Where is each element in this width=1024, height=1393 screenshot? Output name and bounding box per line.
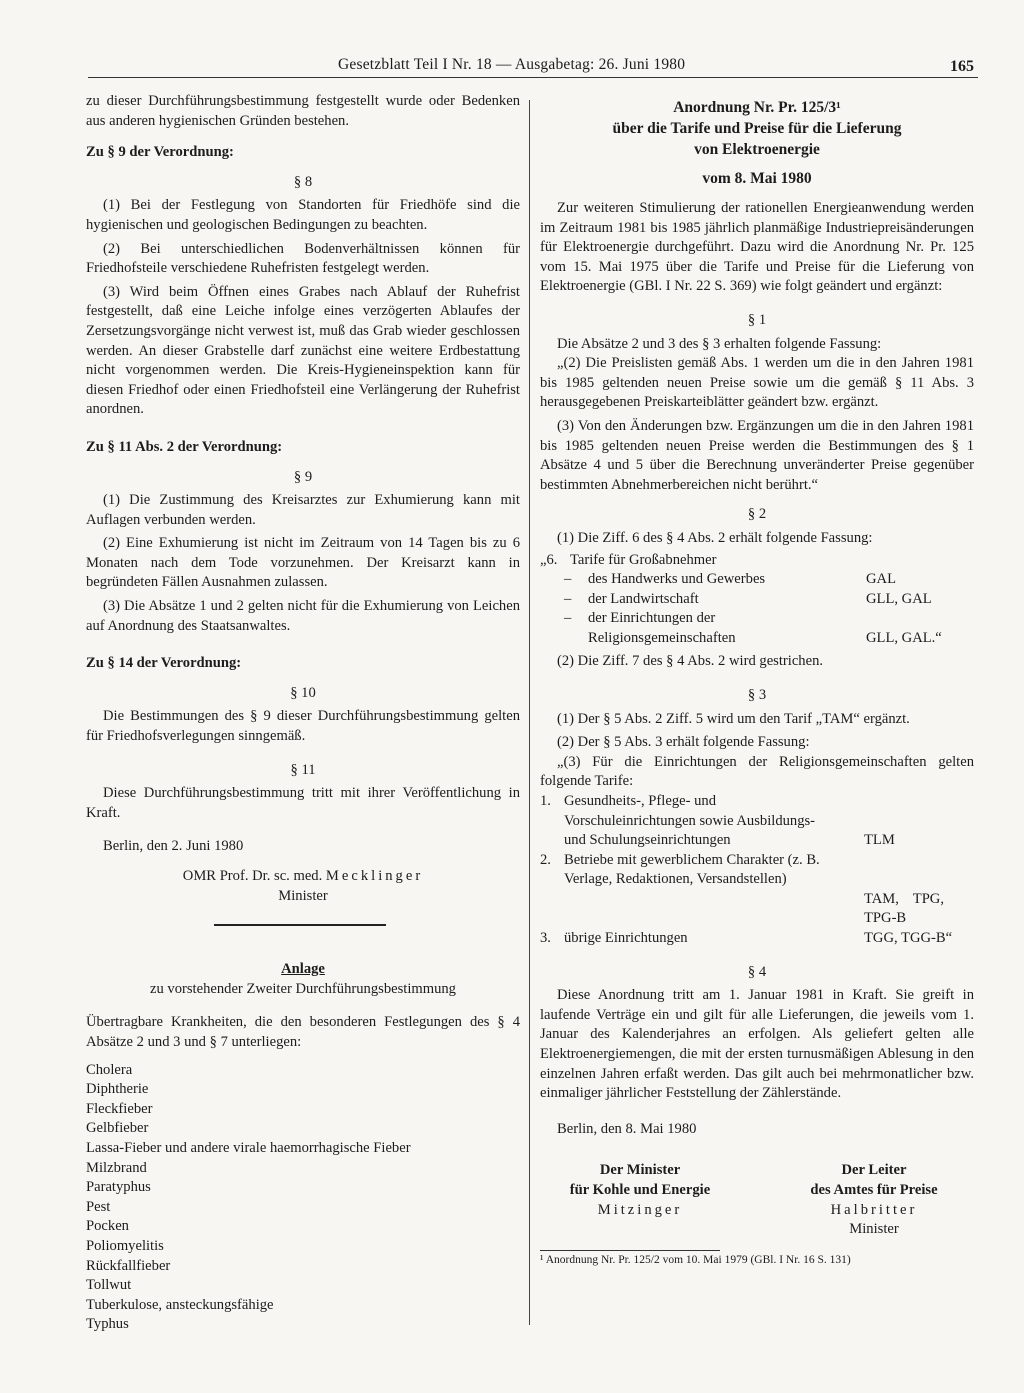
signatory-title: OMR Prof. Dr. sc. med. — [182, 868, 323, 884]
list-item — [564, 570, 974, 590]
list-item: Paratyphus — [86, 1179, 151, 1196]
ordinance-intro: Zur weiteren Stimulierung der rationellen Energieanwendung werden im Zeitraum 1981 bis 1985 jährlich planmäßige Industriepreisänderungen für Elektroenergie durchgeführt. Dazu wird die Anordnung Nr. Pr. 125 vom 15. Mai 1975 über die Tarife und Preise für die Lieferung von Elektroenergie (GBl. I Nr. 22 S. 369) wie folgt geändert und ergänzt: — [540, 200, 974, 295]
dash-marker: – — [564, 610, 572, 627]
item-number: 1. — [540, 793, 551, 810]
item-text: Gesundheits-, Pflege- und Vorschuleinrichtungen sowie Ausbildungs- und Schulungseinrichtungen — [564, 793, 816, 849]
section-11-para-1: Diese Durchführungsbestimmung tritt mit ihrer Veröffentlichung in Kraft. — [86, 785, 520, 821]
list-item — [540, 929, 974, 949]
sig2-name: Halbritter — [830, 1201, 918, 1218]
list-item: Lassa-Fieber und andere virale haemorrhagische Fieber — [86, 1139, 411, 1156]
tariff-list — [540, 570, 974, 648]
tariff-heading-number: „6. — [540, 551, 558, 568]
section-10-title: § 10 — [290, 684, 316, 701]
annex-title: Anlage — [281, 961, 325, 978]
item-text: Betriebe mit gewerblichem Charakter (z. B. Verlage, Redaktionen, Versandstellen) — [564, 851, 820, 888]
tariff-item-text: der Landwirtschaft — [588, 590, 699, 607]
section-11-title: § 11 — [290, 761, 316, 778]
tariff-heading-text: Tarife für Großabnehmer — [570, 551, 717, 568]
signing-date-right: Berlin, den 8. Mai 1980 — [557, 1120, 697, 1137]
section-2-para-1: (1) Die Ziff. 6 des § 4 Abs. 2 erhält folgende Fassung: — [557, 529, 873, 546]
section-1-title: § 1 — [747, 311, 767, 328]
section-2-para-2: (2) Die Ziff. 7 des § 4 Abs. 2 wird gestrichen. — [557, 653, 824, 670]
section-1-para-2: „(2) Die Preislisten gemäß Abs. 1 werden um die in den Jahren 1981 bis 1985 geltenden neuen Preise sowie um die gemäß § 11 Abs. 3 herausgegebenen Preiskarteiblätter geändert bzw. ergänzt. — [540, 355, 974, 411]
dash-marker: – — [564, 590, 572, 607]
list-item — [564, 590, 974, 610]
list-item: Fleckfieber — [86, 1100, 153, 1117]
ordinance-title-3: von Elektroenergie — [694, 141, 820, 158]
section-1-intro: Die Absätze 2 und 3 des § 3 erhalten folgende Fassung: — [557, 335, 882, 352]
tariff-heading — [540, 551, 974, 571]
page-number: 165 — [950, 58, 974, 75]
section-1-para-3: (3) Von den Änderungen bzw. Ergänzungen um die in den Jahren 1981 bis 1985 geltenden neuen Preise werden die Bestimmungen des § 1 Absätze 4 und 5 über die Berechnung unveränderter Preise gegenüber bestimmten Abnehmerbereichen nicht berührt.“ — [540, 417, 974, 493]
right-column — [540, 97, 974, 1268]
list-item: Poliomyelitis — [86, 1237, 164, 1254]
header-rule — [88, 77, 978, 78]
sig1-name: Mitzinger — [597, 1201, 683, 1218]
section-8-para-3: (3) Wird beim Öffnen eines Grabes nach Ablauf der Ruhefrist festgestellt, daß eine Leiche infolge eines verzögerten Ablaufes der Zersetzungsvorgänge nicht verwest ist, muß das Grab wieder geschlossen werden. An dieser Grabstelle darf zunächst eine weitere Erdbestattung nicht vorgenommen werden. Die Kreis-Hygieneinspektion kann für diesen Friedhof oder einen Friedhofsteil eine Verlängerung der Ruhefrist anordnen. — [86, 283, 520, 418]
list-item: Pest — [86, 1198, 111, 1215]
section-9-para-1: (1) Die Zustimmung des Kreisarztes zur Exhumierung kann mit Auflagen verbunden werden. — [86, 492, 520, 528]
list-item — [540, 851, 974, 929]
section-9-title: § 9 — [293, 468, 313, 485]
section-3-para-2: (2) Der § 5 Abs. 3 erhält folgende Fassung: — [557, 734, 810, 751]
section-2-title: § 2 — [747, 506, 767, 523]
list-item — [564, 609, 974, 648]
tariff-item-text: des Handwerks und Gewerbes — [588, 571, 766, 588]
section-8-title: § 8 — [293, 173, 313, 190]
section-8-para-1: (1) Bei der Festlegung von Standorten für Friedhöfe sind die hygienischen und geologischen Bedingungen zu beachten. — [86, 197, 520, 233]
signing-date: Berlin, den 2. Juni 1980 — [103, 838, 244, 855]
section-3-para-3: „(3) Für die Einrichtungen der Religionsgemeinschaften gelten folgende Tarife: — [540, 753, 974, 790]
list-item: Gelbfieber — [86, 1120, 149, 1137]
section-8-para-2: (2) Bei unterschiedlichen Bodenverhältnissen können für Friedhofsteile verschiedene Ruhefristen festgelegt werden. — [86, 240, 520, 277]
sig2-line-2: des Amtes für Preise — [810, 1181, 938, 1198]
item-number: 2. — [540, 851, 551, 868]
column-divider — [529, 100, 530, 1325]
list-item: Pocken — [86, 1218, 129, 1235]
signatory-line — [86, 867, 520, 887]
signature-block — [540, 1161, 974, 1239]
signatory-name: Mecklinger — [325, 868, 424, 884]
header-title: Gesetzblatt Teil I Nr. 18 — Ausgabetag: 26. Juni 1980 — [338, 56, 686, 73]
heading-par11: Zu § 11 Abs. 2 der Verordnung: — [86, 438, 283, 455]
section-10-para-1: Die Bestimmungen des § 9 dieser Durchführungsbestimmung gelten für Friedhofsverlegungen sinngemäß. — [86, 708, 520, 745]
section-9-para-3: (3) Die Absätze 1 und 2 gelten nicht für die Exhumierung von Leichen auf Anordnung des Staatsanwaltes. — [86, 598, 520, 634]
annex-intro: Übertragbare Krankheiten, die den besonderen Festlegungen des § 4 Absätze 2 und 3 und § 7 unterliegen: — [86, 1014, 520, 1050]
footnote: ¹ Anordnung Nr. Pr. 125/2 vom 10. Mai 1979 (GBl. I Nr. 16 S. 131) — [540, 1253, 851, 1266]
item-code: TLM — [864, 832, 895, 849]
tariff-item-code: GAL — [866, 571, 896, 588]
sig1-line-2: für Kohle und Energie — [569, 1181, 711, 1198]
item-code: TAM, TPG, TPG-B — [864, 890, 944, 927]
list-item — [540, 792, 974, 851]
separator-rule — [214, 924, 386, 926]
item-text: übrige Einrichtungen — [564, 930, 688, 946]
signature-minister-energy — [540, 1161, 740, 1239]
tariff-numbered-list — [540, 792, 974, 949]
signatory-role: Minister — [278, 887, 328, 904]
footnote-rule — [540, 1250, 720, 1251]
item-number: 3. — [540, 930, 551, 946]
heading-par14: Zu § 14 der Verordnung: — [86, 655, 242, 672]
section-3-para-1: (1) Der § 5 Abs. 2 Ziff. 5 wird um den Tarif „TAM“ ergänzt. — [557, 710, 910, 727]
list-item: Milzbrand — [86, 1159, 147, 1176]
signature-price-office — [774, 1161, 974, 1239]
page-header — [88, 56, 978, 80]
list-item: Tollwut — [86, 1277, 132, 1294]
tariff-item-text: der Einrichtungen der Religionsgemeinschaften — [588, 610, 736, 646]
list-item: Cholera — [86, 1061, 133, 1078]
ordinance-title-1: Anordnung Nr. Pr. 125/3¹ — [673, 99, 841, 116]
list-item: Typhus — [86, 1316, 129, 1333]
sig2-role: Minister — [849, 1221, 899, 1238]
list-item: Diphtherie — [86, 1081, 149, 1098]
sig1-line-1: Der Minister — [599, 1162, 681, 1179]
item-code: TGG, TGG-B“ — [864, 930, 953, 946]
ordinance-date: vom 8. Mai 1980 — [702, 170, 812, 187]
section-4-title: § 4 — [747, 963, 767, 980]
annex-subtitle: zu vorstehender Zweiter Durchführungsbestimmung — [150, 980, 456, 997]
section-3-title: § 3 — [747, 687, 767, 704]
continued-text: zu dieser Durchführungsbestimmung festgestellt wurde oder Bedenken aus anderen hygienischen Gründen bestehen. — [86, 93, 520, 129]
tariff-item-code: GLL, GAL.“ — [866, 629, 942, 646]
section-4-para-1: Diese Anordnung tritt am 1. Januar 1981 in Kraft. Sie greift in laufende Verträge ein und gilt für alle Lieferungen, die jeweils vom 1. Januar des Kalenderjahres an erfolgen. Als geliefert gelten alle Elektroenergiemengen, die mit der ersten turnusmäßigen Ablesung in den einzelnen Jahren erfaßt werden. Das gilt auch bei mehrmonatlicher bzw. einmaliger jährlicher Feststellung der Zählerstände. — [540, 987, 974, 1102]
left-column — [86, 92, 520, 1335]
sig2-line-1: Der Leiter — [841, 1162, 907, 1179]
dash-marker: – — [564, 571, 572, 588]
section-9-para-2: (2) Eine Exhumierung ist nicht im Zeitraum von 14 Tagen bis zu 6 Monaten nach dem Tode vorzunehmen. Der Kreisarzt kann in begründeten Fällen Ausnahmen zulassen. — [86, 535, 520, 591]
heading-par9: Zu § 9 der Verordnung: — [86, 144, 234, 161]
tariff-item-code: GLL, GAL — [866, 590, 932, 607]
ordinance-title-2: über die Tarife und Preise für die Lieferung — [612, 120, 902, 137]
disease-list — [86, 1061, 520, 1335]
list-item: Rückfallfieber — [86, 1257, 171, 1274]
list-item: Tuberkulose, ansteckungsfähige — [86, 1296, 274, 1313]
